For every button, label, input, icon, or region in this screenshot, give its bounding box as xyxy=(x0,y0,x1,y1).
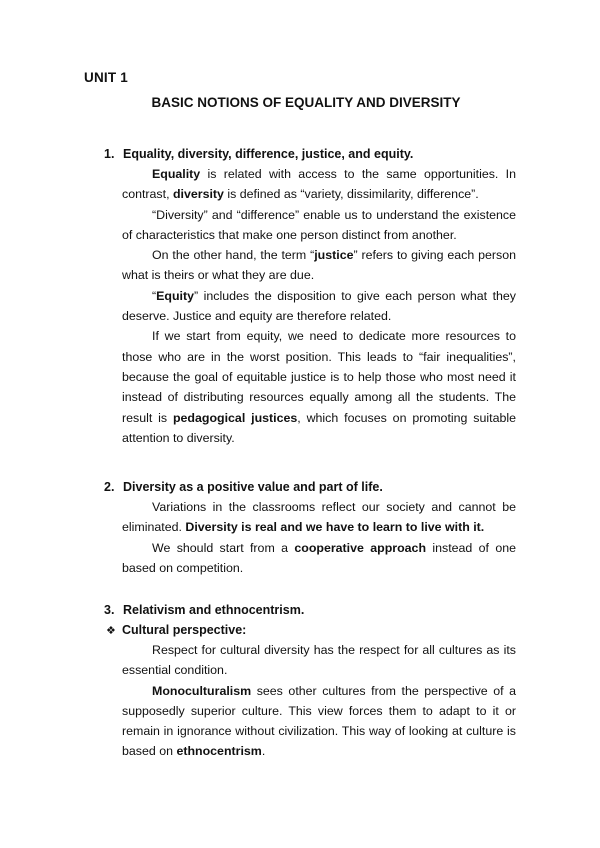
section-number: 2. xyxy=(104,480,115,494)
paragraph: “Equity” includes the disposition to give each person what they deserve. Justice and equity are therefore related. xyxy=(122,288,516,324)
page-title: BASIC NOTIONS OF EQUALITY AND DIVERSITY xyxy=(151,95,461,110)
diamond-bullet-icon: ❖ xyxy=(106,625,116,637)
paragraph: If we start from equity, we need to dedicate more resources to those who are in the worst position. This leads to “fair inequalities”, because the goal of equitable justice is to help those who most need it instead of distributing resources equally among all the students. The result is pedagogical justices, which focuses on promoting suitable attention to diversity. xyxy=(122,329,516,445)
paragraph: Equality is related with access to the same opportunities. In contrast, diversity is defined as “variety, dissimilarity, difference”. xyxy=(122,167,516,202)
section-heading xyxy=(104,144,516,164)
section-2 xyxy=(104,477,516,578)
section-body xyxy=(122,497,516,578)
paragraph: Variations in the classrooms reflect our society and cannot be eliminated. Diversity is real and we have to learn to live with it. xyxy=(122,500,516,535)
section-1 xyxy=(104,144,516,448)
section-title: Relativism and ethnocentrism. xyxy=(123,603,305,617)
subsection-title: Cultural perspective: xyxy=(122,623,247,637)
section-heading xyxy=(104,477,516,497)
section-title: Diversity as a positive value and part of life. xyxy=(123,480,383,494)
unit-label: UNIT 1 xyxy=(84,70,128,85)
paragraph: We should start from a cooperative approach instead of one based on competition. xyxy=(122,540,517,575)
section-number: 3. xyxy=(104,603,115,617)
section-number: 1. xyxy=(104,147,115,161)
section-body xyxy=(122,640,516,762)
section-heading xyxy=(104,600,516,620)
paragraph: On the other hand, the term “justice” refers to giving each person what is theirs or what they are due. xyxy=(122,248,516,283)
paragraph: Monoculturalism sees other cultures from the perspective of a supposedly superior culture. This view forces them to adapt to it or remain in ignorance without civilization. This way of looking at culture is based on ethnocentrism. xyxy=(122,683,516,759)
subsection-heading xyxy=(106,620,516,640)
section-title: Equality, diversity, difference, justice, and equity. xyxy=(123,147,414,161)
paragraph: “Diversity” and “difference” enable us to understand the existence of characteristics that make one person distinct from another. xyxy=(122,207,516,242)
section-body xyxy=(122,164,516,448)
paragraph: Respect for cultural diversity has the respect for all cultures as its essential condition. xyxy=(122,643,516,678)
section-3 xyxy=(104,600,516,762)
